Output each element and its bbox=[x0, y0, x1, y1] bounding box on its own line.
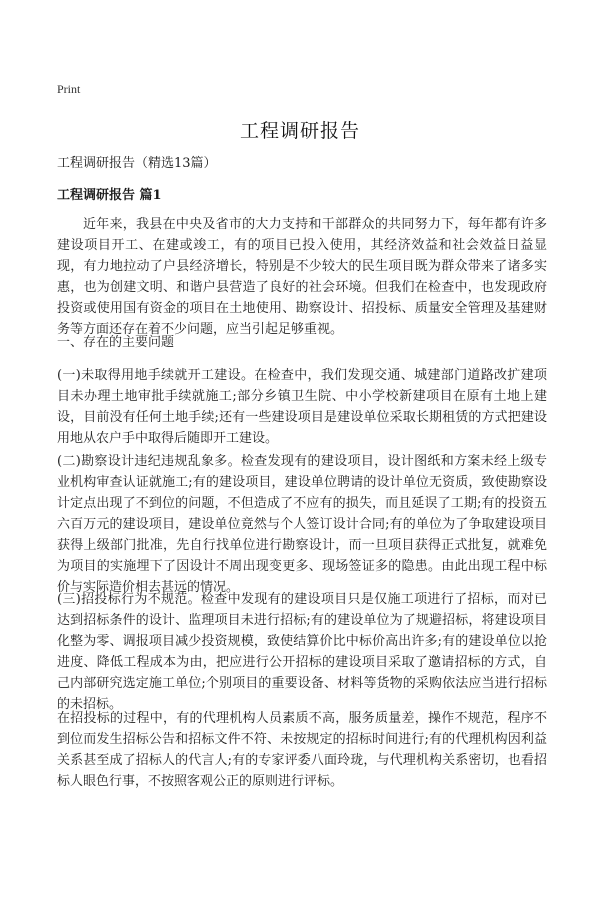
document-subtitle: 工程调研报告（精选13篇） bbox=[57, 156, 217, 171]
subheading-main-problems: 一、存在的主要问题 bbox=[57, 335, 175, 350]
intro-paragraph: 近年来，我县在中央及省市的大力支持和干部群众的共同努力下，每年都有许多建设项目开工、在建或竣工，有的项目已投入使用，其经济效益和社会效益日益显现，有力地拉动了户县经济增长，特别是不少较大的民生项目既为群众带来了诸多实惠，也为创建文明、和谐户县营造了良好的社会环境。但我们在检查中，也发现政府投资或使用国有资金的项目在土地使用、勘察设计、招投标、质量安全管理及基建财务等方面还存在着不少问题，应当引起足够重视。 bbox=[57, 217, 547, 337]
section-heading: 工程调研报告 篇1 bbox=[57, 188, 162, 203]
problem-item-2: (二)勘察设计违纪违规乱象多。检查发现有的建设项目，设计图纸和方案未经上级专业机构审查认证就施工;有的建设项目，建设单位聘请的设计单位无资质，致使勘察设计定点出现了不到位的问题，不但造成了不应有的损失，而且延误了工期;有的投资五六百万元的建设项目，建设单位竟然与个人签订设计合同;有的单位为了争取建设项目获得上级部门批准，先自行找单位进行勘察设计，而一旦项目获得正式批复，就难免为项目的实施埋下了因设计不周出现变更多、现场签证多的隐患。由此出现工程中标价与实际造价相去甚远的情况。 bbox=[57, 454, 547, 595]
problem-item-1: (一)未取得用地手续就开工建设。在检查中，我们发现交通、城建部门道路改扩建项目未办理土地审批手续就施工;部分乡镇卫生院、中小学校新建项目在原有土地上建设，目前没有任何土地手续;还有一些建设项目是建设单位采取长期租赁的方式把建设用地从农户手中取得后随即开工建设。 bbox=[57, 368, 547, 446]
problem-item-3: (三)招投标行为不规范。检查中发现有的建设项目只是仅施工项进行了招标，而对已达到招标条件的设计、监理项目未进行招标;有的建设单位为了规避招标，将建设项目化整为零、调报项目减少投资规模，致使结算价比中标价高出许多;有的建设单位以抢进度、降低工程成本为由，把应进行公开招标的建设项目采取了邀请招标的方式，自己内部研究选定施工单位;个别项目的重要设备、材料等货物的采购依法应当进行招标的未招标。 bbox=[57, 592, 547, 712]
problem-item-4: 在招投标的过程中，有的代理机构人员素质不高，服务质量差，操作不规范，程序不到位而发生招标公告和招标文件不符、未按规定的招标时间进行;有的代理机构因利益关系甚至成了招标人的代言人;有的专家评委八面玲珑，与代理机构关系密切，也看招标人眼色行事，不按照客观公正的原则进行评标。 bbox=[57, 711, 547, 789]
page-title: 工程调研报告 bbox=[239, 120, 360, 142]
print-link[interactable]: Print bbox=[57, 82, 81, 96]
